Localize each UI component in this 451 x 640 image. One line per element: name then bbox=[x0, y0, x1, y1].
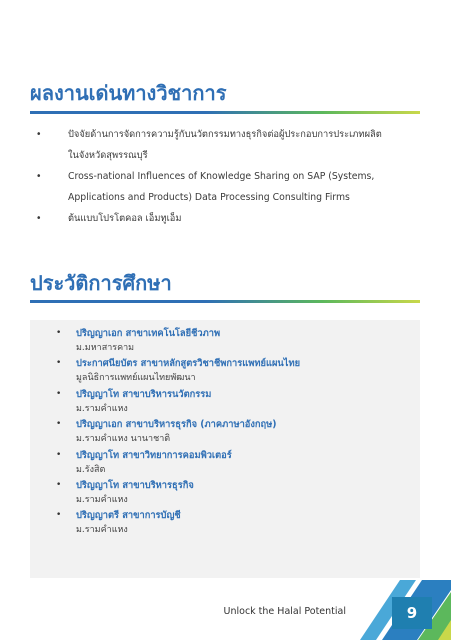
bullet-icon: • bbox=[56, 328, 62, 338]
education-item bbox=[56, 357, 406, 387]
bullet-icon: • bbox=[56, 358, 62, 369]
academic-section-title: ผลงานเด่นทางวิชาการ bbox=[30, 81, 227, 105]
education-institution: ม.รามคำแหง นานาชาติ bbox=[76, 434, 171, 445]
education-institution: ม.มหาสารคาม bbox=[76, 343, 135, 353]
education-degree: ปริญญาโท สาขาวิทยาการคอมพิวเตอร์ bbox=[76, 449, 232, 461]
education-list bbox=[56, 327, 406, 540]
page-number: 9 bbox=[406, 604, 418, 622]
education-degree: ประกาศนียบัตร สาขาหลักสูตรวิชาชีพการแพทย์แผนไทย bbox=[76, 358, 301, 370]
education-degree: ปริญญาเอก สาขาบริหารธุรกิจ (ภาคภาษาอังกฤษ) bbox=[76, 419, 277, 431]
academic-item-line: ต้นแบบโปรโตคอล เอ็มทูเอ็ม bbox=[68, 213, 182, 224]
education-section-title: ประวัติการศึกษา bbox=[30, 271, 172, 295]
bullet-icon: • bbox=[56, 419, 62, 430]
page-number-badge bbox=[392, 597, 432, 629]
academic-item bbox=[36, 208, 416, 229]
academic-list bbox=[36, 124, 416, 229]
academic-item-line: Cross-national Influences of Knowledge Sharing on SAP (Systems, bbox=[68, 171, 375, 182]
academic-item bbox=[36, 124, 416, 166]
education-item bbox=[56, 327, 406, 357]
education-institution: มูลนิธิการแพทย์แผนไทยพัฒนา bbox=[76, 373, 196, 384]
bullet-icon: • bbox=[56, 510, 62, 521]
education-title-underline bbox=[30, 300, 420, 303]
academic-item-line: Applications and Products) Data Processing Consulting Firms bbox=[68, 192, 350, 203]
bullet-icon: • bbox=[56, 479, 62, 490]
education-institution: ม.รามคำแหง bbox=[76, 494, 128, 505]
bullet-icon: • bbox=[36, 171, 42, 182]
bullet-icon: • bbox=[56, 449, 62, 460]
education-item bbox=[56, 509, 406, 539]
education-institution: ม.รามคำแหง bbox=[76, 525, 128, 536]
footer-tagline: Unlock the Halal Potential bbox=[223, 606, 346, 617]
academic-item-line: ปัจจัยด้านการจัดการความรู้กับนวัตกรรมทางธุรกิจต่อผู้ประกอบการประเภทผลิต bbox=[68, 129, 382, 140]
education-item bbox=[56, 418, 406, 448]
education-institution: ม.รังสิต bbox=[76, 464, 106, 475]
education-degree: ปริญญาโท สาขาบริหารนวัตกรรม bbox=[76, 388, 212, 400]
academic-title-underline bbox=[30, 111, 420, 114]
education-item bbox=[56, 479, 406, 509]
bullet-icon: • bbox=[36, 213, 42, 224]
bullet-icon: • bbox=[36, 129, 42, 140]
education-item bbox=[56, 388, 406, 418]
education-item bbox=[56, 449, 406, 479]
education-degree: ปริญญาโท สาขาบริหารธุรกิจ bbox=[76, 479, 194, 491]
academic-item-line: ในจังหวัดสุพรรณบุรี bbox=[68, 150, 148, 161]
education-institution: ม.รามคำแหง bbox=[76, 403, 128, 414]
bullet-icon: • bbox=[56, 388, 62, 399]
education-degree: ปริญญาตรี สาขาการบัญชี bbox=[76, 510, 181, 522]
education-degree: ปริญญาเอก สาขาเทคโนโลยีชีวภาพ bbox=[76, 328, 221, 339]
academic-item bbox=[36, 166, 416, 208]
